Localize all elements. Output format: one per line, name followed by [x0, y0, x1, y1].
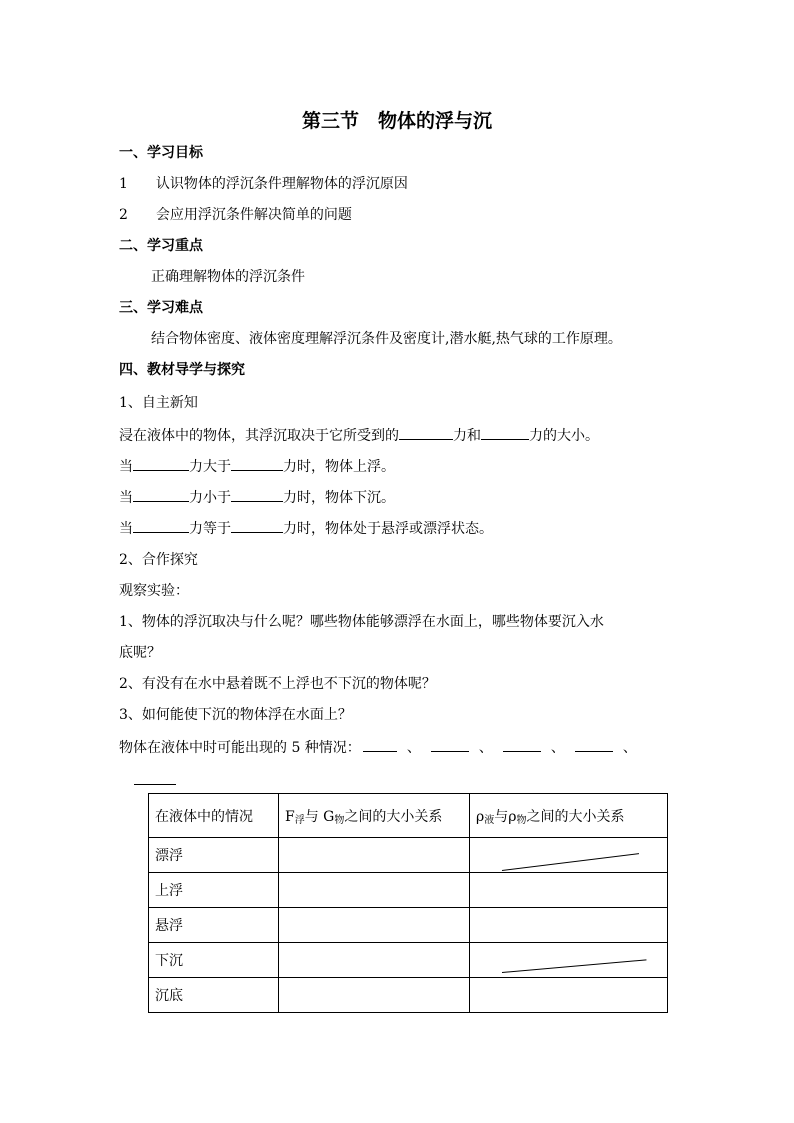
subscript: 液 — [484, 814, 495, 826]
text-fragment: 物体在液体中时可能出现的 5 种情况： — [119, 740, 361, 756]
text-fragment: 之间的大小关系 — [344, 808, 443, 825]
answer-blank[interactable] — [575, 737, 613, 752]
text-fragment: 力大于 — [189, 459, 231, 475]
table-row — [149, 838, 668, 873]
answer-cell[interactable] — [470, 978, 668, 1013]
text-fragment: 力时，物体处于悬浮或漂浮状态。 — [283, 521, 493, 537]
section-guided-study: 四、教材导学与探究 — [119, 362, 245, 378]
question-2: 2、有没有在水中悬着既不上浮也不下沉的物体呢？ — [119, 676, 436, 692]
table-row — [149, 978, 668, 1013]
text-fragment: 当 — [119, 459, 133, 475]
text-fragment: 力小于 — [189, 490, 231, 506]
answer-blank[interactable] — [133, 456, 189, 471]
answer-blank[interactable] — [133, 518, 189, 533]
table-row — [149, 943, 668, 978]
subscript: 物 — [334, 814, 345, 826]
answer-blank[interactable] — [231, 487, 283, 502]
text-fragment: 力和 — [453, 428, 481, 444]
subscript: 浮 — [294, 814, 305, 826]
page-title: 第三节 物体的浮与沉 — [301, 110, 492, 132]
symbol-rho: ρ — [476, 808, 485, 825]
question-line-float-up — [119, 456, 395, 476]
header-cell — [470, 794, 668, 838]
answer-blank[interactable] — [363, 737, 397, 752]
answer-cell[interactable] — [279, 908, 470, 943]
difficulty-text: 结合物体密度、液体密度理解浮沉条件及密度计,潜水艇,热气球的工作原理。 — [151, 331, 622, 347]
header-cell: 在液体中的情况 — [149, 794, 279, 838]
section-learning-goals: 一、学习目标 — [119, 145, 203, 161]
text-fragment: 力时，物体上浮。 — [283, 459, 395, 475]
symbol-f: F — [285, 808, 295, 825]
answer-blank[interactable] — [231, 518, 283, 533]
answer-cell[interactable] — [470, 908, 668, 943]
question-line-sink — [119, 487, 395, 507]
text-fragment: 与ρ — [494, 808, 517, 825]
observe-label: 观察实验： — [119, 583, 189, 599]
answer-blank[interactable] — [503, 737, 541, 752]
goal-item-1: 1 认识物体的浮沉条件理解物体的浮沉原因 — [119, 176, 408, 192]
answer-cell[interactable] — [279, 943, 470, 978]
answer-blank[interactable] — [431, 737, 469, 752]
text-fragment: 与 G — [304, 808, 335, 825]
key-point-text: 正确理解物体的浮沉条件 — [151, 269, 305, 285]
answer-blank[interactable] — [481, 425, 529, 440]
question-line-balance — [119, 518, 493, 538]
row-label: 上浮 — [149, 873, 279, 908]
text-fragment: 浸在液体中的物体，其浮沉取决于它所受到的 — [119, 428, 399, 444]
separator: 、 — [478, 740, 493, 756]
answer-cell[interactable] — [470, 838, 668, 873]
answer-blank[interactable] — [133, 487, 189, 502]
table-header-row — [149, 794, 668, 838]
answer-cell[interactable] — [279, 838, 470, 873]
answer-cell[interactable] — [470, 873, 668, 908]
question-line-1 — [119, 425, 599, 445]
row-label: 下沉 — [149, 943, 279, 978]
row-label: 悬浮 — [149, 908, 279, 943]
subscript: 物 — [516, 814, 527, 826]
question-1: 1、物体的浮沉取决与什么呢？哪些物体能够漂浮在水面上，哪些物体要沉入水 — [119, 614, 604, 630]
separator: 、 — [622, 740, 637, 756]
text-fragment: 之间的大小关系 — [526, 808, 625, 825]
text-fragment: 力时，物体下沉。 — [283, 490, 395, 506]
row-label: 沉底 — [149, 978, 279, 1013]
row-label: 漂浮 — [149, 838, 279, 873]
header-cell — [279, 794, 470, 838]
text-fragment: 当 — [119, 490, 133, 506]
section-key-points: 二、学习重点 — [119, 238, 203, 254]
answer-cell[interactable] — [279, 978, 470, 1013]
answer-blank[interactable] — [399, 425, 453, 440]
five-cases-line — [119, 737, 637, 757]
text-fragment: 力的大小。 — [529, 428, 599, 444]
explore-heading: 2、合作探究 — [119, 552, 198, 568]
self-study-heading: 1、自主新知 — [119, 395, 198, 411]
text-fragment: 当 — [119, 521, 133, 537]
question-3: 3、如何能使下沉的物体浮在水面上？ — [119, 707, 352, 723]
separator: 、 — [406, 740, 421, 756]
question-1-cont: 底呢？ — [119, 645, 161, 661]
separator: 、 — [550, 740, 565, 756]
section-difficulties: 三、学习难点 — [119, 300, 203, 316]
goal-item-2: 2 会应用浮沉条件解决简单的问题 — [119, 207, 352, 223]
text-fragment: 力等于 — [189, 521, 231, 537]
relation-table — [148, 793, 668, 1013]
answer-cell[interactable] — [279, 873, 470, 908]
table-row — [149, 873, 668, 908]
answer-blank[interactable] — [134, 770, 176, 785]
table-row — [149, 908, 668, 943]
answer-blank[interactable] — [231, 456, 283, 471]
